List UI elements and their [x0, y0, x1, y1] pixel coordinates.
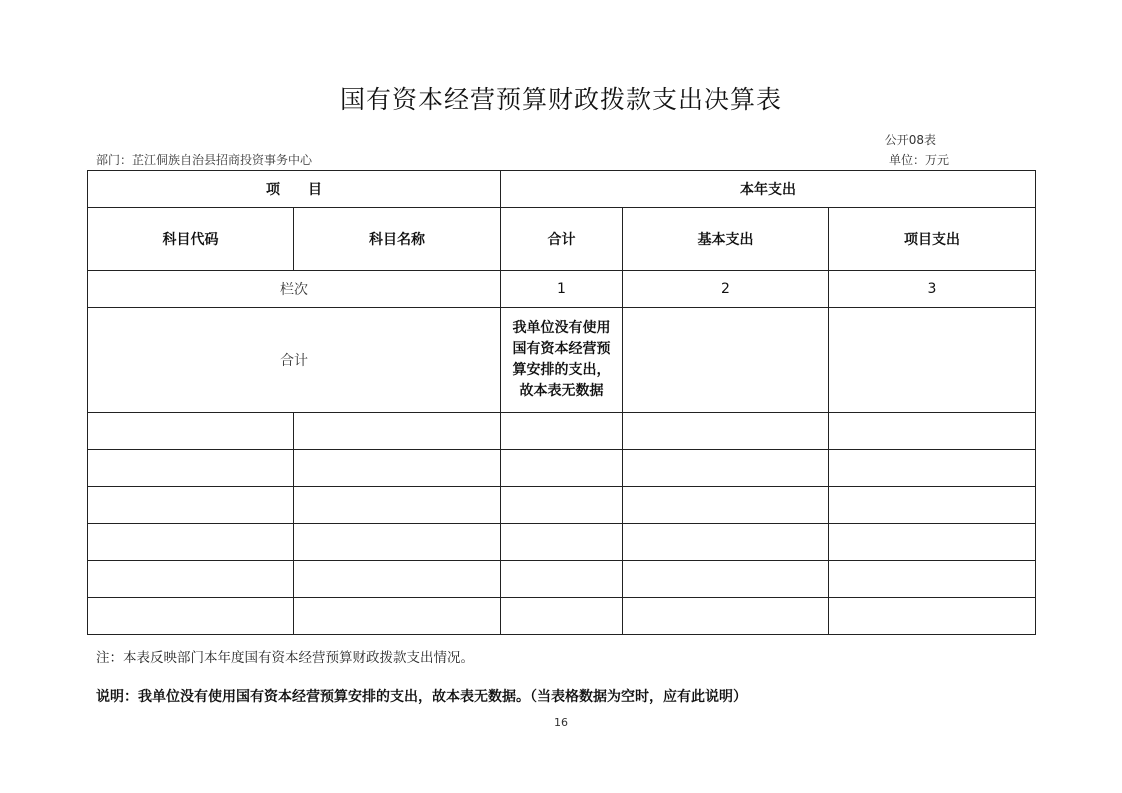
table-row — [88, 487, 1036, 524]
index-row-label: 栏次 — [88, 271, 501, 308]
table-cell — [294, 487, 501, 524]
table-row — [88, 524, 1036, 561]
table-cell — [829, 308, 1036, 413]
department-label: 部门：芷江侗族自治县招商投资事务中心 — [96, 153, 313, 167]
table-cell — [829, 598, 1036, 635]
table-cell — [501, 524, 623, 561]
table-note: 注：本表反映部门本年度国有资本经营预算财政拨款支出情况。 — [96, 650, 474, 666]
table-cell — [623, 561, 829, 598]
table-total-row — [88, 308, 1036, 413]
table-cell — [623, 308, 829, 413]
table-index-row — [88, 271, 1036, 308]
header-subject-name: 科目名称 — [294, 208, 501, 271]
table-cell — [829, 561, 1036, 598]
index-2: 2 — [623, 271, 829, 308]
explanation-text: 说明：我单位没有使用国有资本经营预算安排的支出，故本表无数据。（当表格数据为空时，应有此说明） — [96, 689, 747, 705]
table-row — [88, 561, 1036, 598]
header-total: 合计 — [501, 208, 623, 271]
table-cell — [501, 413, 623, 450]
table-cell — [623, 598, 829, 635]
table-cell — [294, 561, 501, 598]
table-cell — [623, 413, 829, 450]
no-data-notice: 我单位没有使用国有资本经营预算安排的支出，故本表无数据 — [501, 308, 623, 413]
header-basic-expenditure: 基本支出 — [623, 208, 829, 271]
index-1: 1 — [501, 271, 623, 308]
table-cell — [829, 524, 1036, 561]
header-current-year: 本年支出 — [501, 171, 1036, 208]
table-cell — [501, 450, 623, 487]
page-number: 16 — [554, 716, 568, 729]
table-cell — [501, 487, 623, 524]
form-number: 公开08表 — [884, 133, 936, 147]
table-cell — [294, 598, 501, 635]
table-row — [88, 413, 1036, 450]
table-row — [88, 598, 1036, 635]
table-cell — [501, 598, 623, 635]
header-subject-code: 科目代码 — [88, 208, 294, 271]
table-cell — [294, 413, 501, 450]
table-cell — [88, 450, 294, 487]
table-cell — [829, 450, 1036, 487]
header-project-expenditure: 项目支出 — [829, 208, 1036, 271]
table-cell — [623, 450, 829, 487]
table-cell — [88, 561, 294, 598]
page-title: 国有资本经营预算财政拨款支出决算表 — [339, 85, 782, 114]
header-item: 项 目 — [88, 171, 501, 208]
table-cell — [623, 487, 829, 524]
index-3: 3 — [829, 271, 1036, 308]
table-header-row — [88, 171, 1036, 208]
table-cell — [88, 524, 294, 561]
table-cell — [829, 413, 1036, 450]
table-cell — [829, 487, 1036, 524]
table-subheader-row — [88, 208, 1036, 271]
table-cell — [623, 524, 829, 561]
total-row-label: 合计 — [88, 308, 501, 413]
table-cell — [88, 487, 294, 524]
table-row — [88, 450, 1036, 487]
table-cell — [294, 524, 501, 561]
table-cell — [501, 561, 623, 598]
table-cell — [294, 450, 501, 487]
expenditure-table — [87, 170, 1036, 635]
unit-label: 单位：万元 — [888, 153, 949, 167]
table-cell — [88, 413, 294, 450]
table-cell — [88, 598, 294, 635]
